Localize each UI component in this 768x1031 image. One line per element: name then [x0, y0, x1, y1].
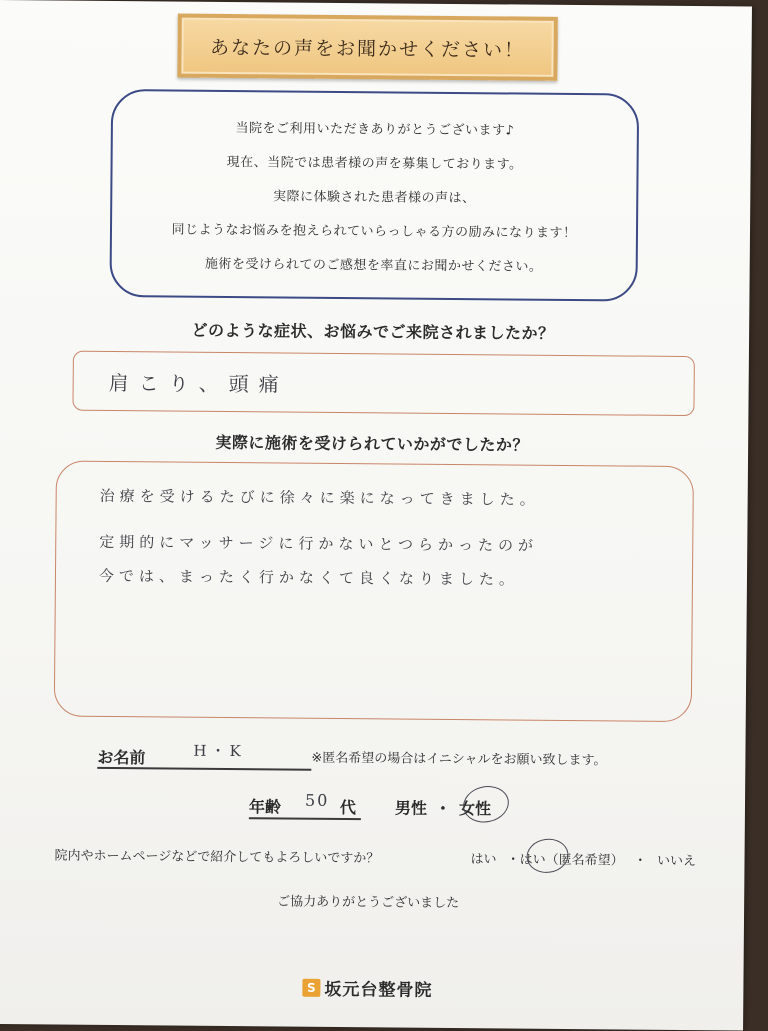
clinic-name: 坂元台整骨院 — [324, 979, 433, 1001]
name-field-underline[interactable] — [97, 767, 311, 770]
consent-option-yes-anonymous[interactable]: ・はい（匿名希望） — [506, 852, 624, 869]
clinic-logo — [0, 972, 743, 1004]
question-impression: 実際に施術を受けられていかがでしたか？ — [215, 432, 529, 455]
symptoms-answer: 肩こり、頭痛 — [108, 370, 289, 397]
gender-separator: ・ — [434, 798, 452, 818]
name-note: ※匿名希望の場合はイニシャルをお願い致します。 — [311, 750, 607, 769]
consent-option-yes[interactable]: はい — [470, 852, 497, 868]
thanks-message: ご協力ありがとうございました — [277, 894, 460, 912]
intro-box — [109, 89, 639, 302]
impression-answer-line-2: 定期的にマッサージに行かないとつらかったのが — [99, 532, 539, 555]
consent-separator: ・ — [633, 853, 647, 869]
age-field-underline[interactable] — [249, 817, 361, 819]
age-unit: 代 — [339, 797, 357, 818]
impression-answer-line-1: 治療を受けるたびに徐々に楽になってきました。 — [99, 486, 540, 509]
intro-line-4: 同じようなお悩みを抱えられていらっしゃる方の励みになります！ — [171, 222, 577, 241]
clinic-logo-icon: S — [302, 978, 320, 996]
name-label: お名前 — [97, 747, 146, 768]
consent-option-no[interactable]: いいえ — [656, 853, 697, 870]
age-value: 50 — [304, 790, 330, 810]
consent-question: 院内やホームページなどで紹介してもよろしいですか？ — [54, 848, 380, 867]
gender-selected-circle — [460, 782, 512, 826]
intro-line-5: 施術を受けられてのご感想を率直にお聞かせください。 — [204, 256, 543, 275]
impression-answer-line-3: 今では、まったく行かなくて良くなりました。 — [98, 566, 520, 589]
intro-line-3: 実際に体験された患者様の声は、 — [272, 188, 476, 206]
question-symptoms: どのような症状、お悩みでご来院されましたか？ — [191, 320, 555, 343]
page-title: あなたの声をお聞かせください！ — [209, 36, 526, 62]
gender-male[interactable]: 男性 — [394, 798, 428, 818]
age-label: 年齢 — [248, 797, 282, 817]
gender-female[interactable]: 女性 — [458, 799, 492, 819]
intro-line-1: 当院をご利用いただきありがとうございます♪ — [235, 120, 515, 138]
consent-selected-circle — [525, 836, 571, 875]
consent-options — [470, 848, 702, 869]
title-plaque — [177, 14, 558, 81]
name-value: H・K — [193, 741, 245, 761]
intro-line-2: 現在、当院では患者様の声を募集しております。 — [226, 154, 523, 173]
